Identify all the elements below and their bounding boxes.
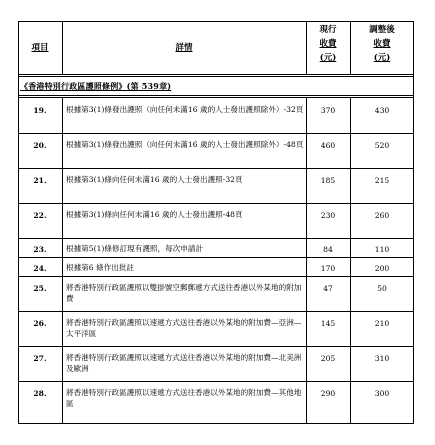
header-bottom-border (18, 74, 414, 75)
header-current-fee-line3: (元) (319, 53, 337, 63)
row-divider (18, 133, 414, 134)
row-number: 22. (33, 211, 47, 220)
row-current-fee: 290 (320, 389, 336, 398)
table-row (18, 349, 414, 381)
row-description: 根據第5(1)條修訂現有護照，每次申請計 (66, 244, 204, 253)
table-row (18, 101, 414, 133)
row-current-fee: 205 (320, 354, 336, 363)
header-divider-1 (62, 21, 63, 75)
row-divider (18, 276, 414, 277)
row-current-fee: 370 (320, 106, 336, 115)
header-divider-2 (306, 21, 307, 75)
ordinance-bottom-border (18, 95, 414, 96)
row-new-fee: 50 (377, 284, 387, 293)
row-current-fee: 185 (320, 176, 336, 185)
row-divider (18, 346, 414, 347)
row-number: 27. (33, 354, 47, 363)
row-description: 根據第3(1)條向任何未滿16 歲的人士發出護照-32頁 (66, 175, 243, 184)
row-description: 將香港特別行政區護照以速遞方式送往香港以外某地的附加費—其他地區 (66, 388, 302, 408)
row-new-fee: 200 (374, 264, 390, 273)
row-number: 24. (33, 264, 47, 273)
header-new-fee (350, 23, 414, 75)
header-current-fee-line2: 收費 (319, 39, 337, 49)
row-description: 根據第3(1)條發出護照（向任何未滿16 歲的人士發出護照除外）-32頁 (66, 105, 304, 114)
ordinance-title: 《香港特別行政區護照條例》(第 539章) (20, 81, 172, 91)
row-current-fee: 84 (323, 245, 333, 254)
table-row (18, 314, 414, 346)
header-detail-label: 詳情 (175, 43, 193, 53)
table-row (18, 136, 414, 168)
row-new-fee: 215 (374, 176, 390, 185)
table-bottom-border (18, 423, 414, 424)
table-row (18, 279, 414, 311)
header-item (18, 22, 62, 74)
row-number: 26. (33, 319, 47, 328)
row-divider (18, 203, 414, 204)
row-new-fee: 110 (374, 245, 390, 254)
table-row (18, 259, 414, 276)
row-number: 20. (33, 141, 47, 150)
row-number: 28. (33, 389, 47, 398)
row-divider (18, 257, 414, 258)
row-description: 將香港特別行政區護照以雙掛號空郵郵遞方式送往香港以外某地的附加費 (66, 283, 302, 303)
row-description: 根據第3(1)條向任何未滿16 歲的人士發出護照-48頁 (66, 210, 243, 219)
row-new-fee: 430 (374, 106, 390, 115)
row-current-fee: 47 (323, 284, 333, 293)
row-current-fee: 145 (320, 319, 336, 328)
row-divider (18, 381, 414, 382)
row-description: 將香港特別行政區護照以速遞方式送往香港以外某地的附加費—北美洲及歐洲 (66, 353, 302, 373)
row-divider (18, 168, 414, 169)
header-double-border (18, 76, 414, 77)
header-new-fee-line3: (元) (373, 53, 391, 63)
row-description: 根據第6 條作出批註 (66, 263, 134, 272)
row-description: 將香港特別行政區護照以速遞方式送往香港以外某地的附加費—亞洲—太平洋區 (66, 318, 302, 338)
header-current-fee-line1: 現行 (319, 25, 337, 35)
row-description: 根據第3(1)條發出護照（向任何未滿16 歲的人士發出護照除外）-48頁 (66, 140, 304, 149)
row-current-fee: 230 (320, 211, 336, 220)
header-item-label: 項目 (31, 43, 49, 53)
row-new-fee: 310 (374, 354, 390, 363)
row-new-fee: 520 (374, 141, 390, 150)
row-current-fee: 460 (320, 141, 336, 150)
row-number: 21. (33, 176, 47, 185)
table-row (18, 206, 414, 238)
table-row (18, 171, 414, 203)
header-divider-3 (350, 21, 351, 75)
row-divider (18, 238, 414, 239)
row-new-fee: 210 (374, 319, 390, 328)
row-number: 25. (33, 284, 47, 293)
header-detail (62, 22, 306, 74)
row-number: 19. (33, 106, 47, 115)
table-top-border (18, 21, 414, 22)
header-current-fee (306, 23, 350, 75)
table-row (18, 384, 414, 420)
row-new-fee: 260 (374, 211, 390, 220)
row-current-fee: 170 (320, 264, 336, 273)
header-new-fee-line1: 調整後 (369, 25, 395, 35)
header-new-fee-line2: 收費 (373, 39, 391, 49)
row-number: 23. (33, 245, 47, 254)
table-row (18, 240, 414, 257)
ordinance-double-border (18, 97, 414, 98)
row-divider (18, 311, 414, 312)
row-new-fee: 300 (374, 389, 390, 398)
